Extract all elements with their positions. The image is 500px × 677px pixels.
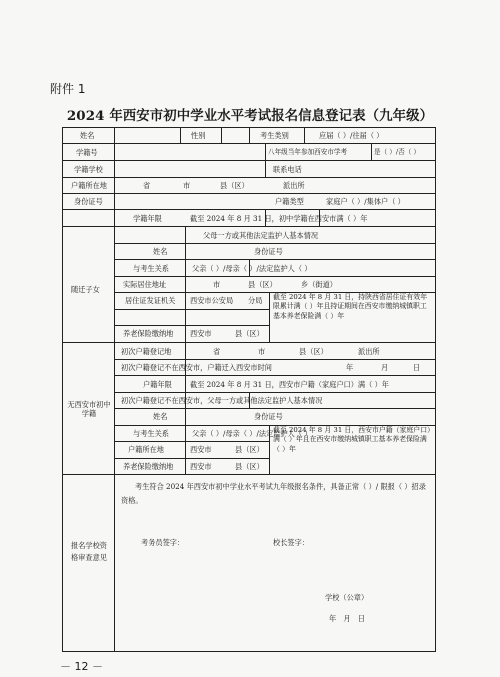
hukou-type-value[interactable]: 家庭户（ ）/集体户（ ）: [326, 197, 405, 206]
no-hukou-relation-value[interactable]: 父亲（ ）/母亲（ ）/法定监护人（ ）: [192, 429, 312, 438]
permit-office-value: 西安市公安局: [190, 296, 234, 305]
permit-note: 截至 2024 年 8 月 31 日，持陕西省居住证有效年限累计满（ ）年且持证期间在西安市缴纳城镇职工基本养老保险满（ ）年: [273, 293, 428, 320]
no-hukou-pension-label: 养老保险缴纳地: [123, 462, 174, 471]
migrant-pension-city: 西安市: [190, 329, 212, 338]
permit-office-label: 居住证发证机关: [125, 296, 176, 305]
no-hukou-relation-label: 与考生关系: [133, 429, 169, 438]
first-reg-label: 初次户籍登记地: [121, 347, 172, 356]
migrant-guardian-id-label: 身份证号: [254, 247, 283, 256]
first-reg-police: 派出所: [358, 347, 380, 356]
hukou-city: 市: [183, 181, 191, 190]
address-label: 实际居住地址: [123, 280, 167, 289]
hukou-county: 县（区）: [220, 181, 249, 190]
guardian-hukou-label: 户籍所在地: [128, 445, 164, 454]
id-number-label: 身份证号: [74, 197, 103, 206]
review-date: 年 月 日: [329, 614, 365, 623]
annex-label: 附件 1: [50, 82, 86, 96]
review-section-label: 报名学校资格审查意见: [71, 541, 107, 563]
address-city: 市: [213, 280, 221, 289]
guardian-hukou-county: 县（区）: [235, 445, 264, 454]
grade8-exam-label: 八年级当年参加西安市学考: [268, 148, 348, 156]
permit-branch: 分局: [248, 296, 263, 305]
hukou-years-label: 户籍年限: [143, 380, 172, 389]
first-reg-province: 省: [213, 347, 221, 356]
no-hukou-note: 截至 2024 年 8 月 31 日，西安市户籍（家庭户口）满（ ）年且在西安市缴纳城镇职工基本养老保险满（ ）年: [273, 426, 431, 453]
address-town: 乡（街道）: [301, 280, 337, 289]
no-hukou-pension-city: 西安市: [190, 462, 212, 471]
no-hukou-guardian-id-label: 身份证号: [254, 412, 283, 421]
enroll-years-label: 学籍年限: [133, 214, 162, 223]
migrant-pension-label: 养老保险缴纳地: [123, 329, 174, 338]
migrant-relation-value[interactable]: 父亲（ ）/母亲（ ）/法定监护人（ ）: [192, 264, 312, 273]
migrant-guardian-heading: 父母一方或其他法定监护人基本情况: [203, 231, 319, 240]
moved-in-year: 年: [346, 363, 354, 372]
reviewer-signature-label: 考务员签字：: [141, 538, 185, 547]
enroll-years-value: 截至 2024 年 8 月 31 日，初中学籍在西安市满（ ）年: [190, 214, 368, 223]
guardian-hukou-city: 西安市: [190, 445, 212, 454]
form-title: 2024 年西安市初中学业水平考试报名信息登记表（九年级）: [66, 108, 434, 124]
hukou-label: 户籍所在地: [71, 181, 107, 190]
moved-in-label: 初次户籍登记不在西安市，户籍迁入西安市时间: [121, 363, 272, 372]
first-reg-city: 市: [258, 347, 266, 356]
first-reg-county: 县（区）: [299, 347, 328, 356]
name-label: 姓名: [80, 131, 95, 140]
address-county: 县（区）: [248, 280, 277, 289]
school-label: 学籍学校: [74, 165, 103, 174]
migrant-guardian-name-label: 姓名: [153, 247, 168, 256]
review-statement: 考生符合 2024 年西安市初中学业水平考试九年级报名条件，具备正常（ ）/ 限报（ ）招录资格。: [121, 482, 426, 506]
no-hukou-guardian-heading: 初次户籍登记不在西安市，父母一方或其他法定监护人基本情况: [121, 396, 323, 405]
grade8-exam-value[interactable]: 是（ ）/否（ ）: [374, 148, 420, 156]
phone-label: 联系电话: [273, 165, 302, 174]
hukou-years-value: 截至 2024 年 8 月 31 日，西安市户籍（家庭户口）满（ ）年: [190, 380, 389, 389]
moved-in-day: 日: [413, 363, 421, 372]
category-label: 考生类别: [260, 131, 289, 140]
migrant-section-label: 随迁子女: [71, 285, 100, 294]
registration-form: [62, 127, 436, 652]
category-value[interactable]: 应届（ ）/往届（ ）: [319, 131, 384, 140]
school-seal-label: 学校（公章）: [325, 593, 369, 602]
student-id-label: 学籍号: [76, 148, 98, 157]
moved-in-month: 月: [381, 363, 389, 372]
hukou-province: 省: [143, 181, 151, 190]
no-hukou-pension-county: 县（区）: [235, 462, 264, 471]
hukou-police: 派出所: [283, 181, 305, 190]
principal-signature-label: 校长签字：: [273, 538, 309, 547]
no-hukou-section-label: 无西安市初中学籍: [67, 400, 111, 418]
page-number: － 12 －: [60, 660, 103, 673]
hukou-type-label: 户籍类型: [275, 197, 304, 206]
migrant-relation-label: 与考生关系: [133, 264, 169, 273]
no-hukou-guardian-name-label: 姓名: [153, 412, 168, 421]
migrant-pension-county: 县（区）: [235, 329, 264, 338]
gender-label: 性别: [191, 131, 206, 140]
